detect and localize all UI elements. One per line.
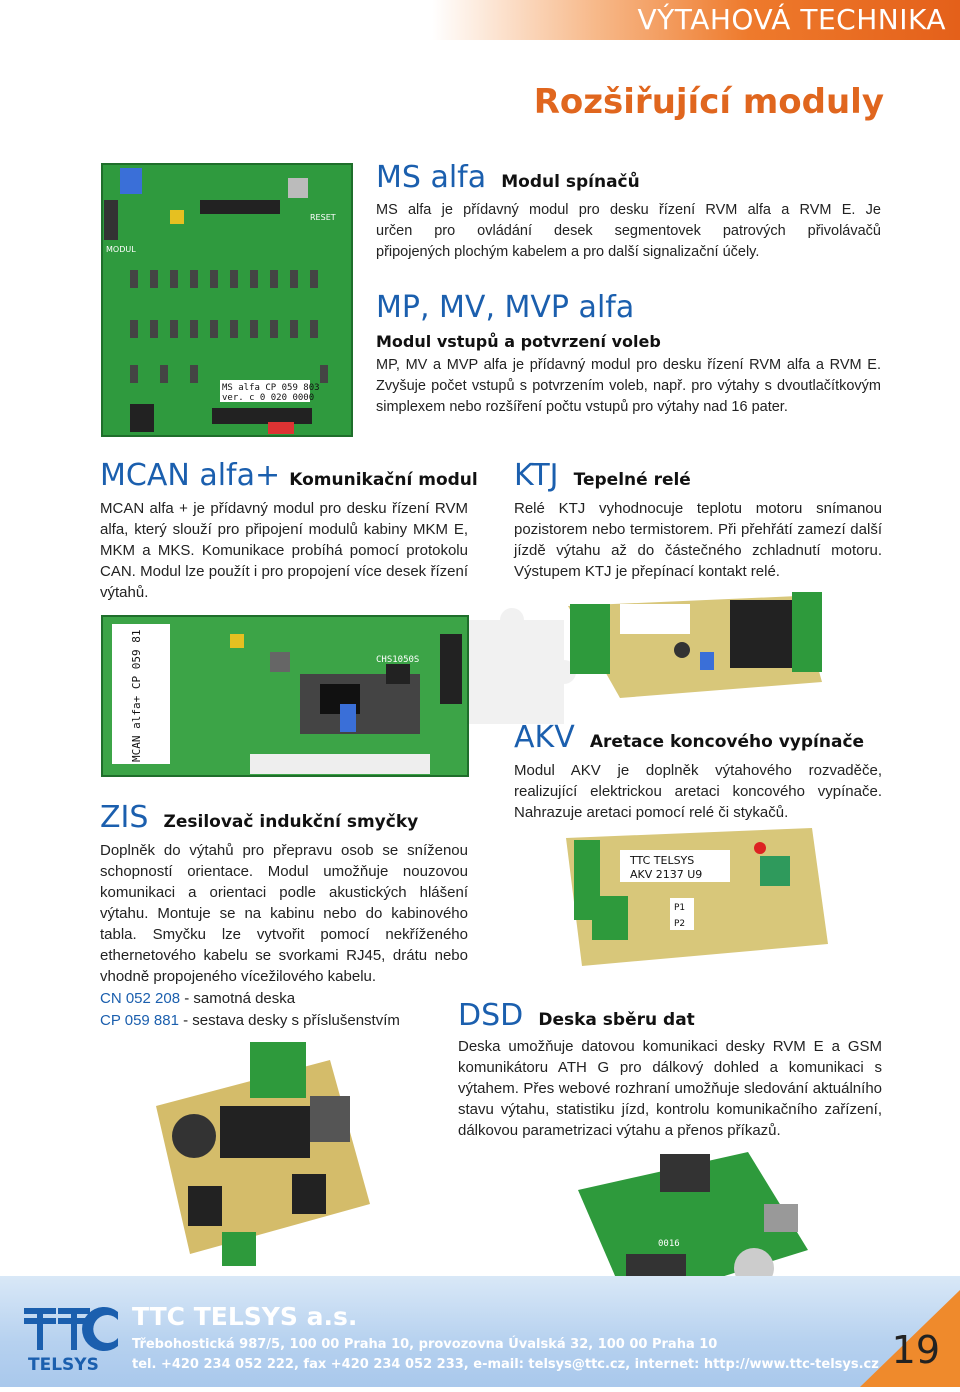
zis-code1: CN 052 208 [100, 990, 181, 1007]
ms-alfa-name: MS alfa [376, 160, 487, 195]
zis-code2: CP 059 881 [100, 1012, 179, 1029]
akv-brand-label: TTC TELSYS [630, 854, 695, 867]
zis-code2-text: - sestava desky s příslušenstvím [178, 1012, 400, 1029]
ms-board-label1: MS alfa CP 059 803 [222, 383, 320, 393]
dsd-text: Deska umožňuje datovou komunikaci desky RVM E a GSM komunikátoru ATH G pro dálkový dohled a komunikaci s výtahem. Přes webové rozhraní umožňuje sledování aktuálního stavu výtahu, statistiku jízd, kontrolu komunikačního zařízení, dálkovou parametrizaci výtahu a přenos příkazů. [458, 1038, 882, 1139]
ktj-name: KTJ [514, 458, 559, 493]
mcan-title [100, 458, 478, 493]
header-bar [0, 0, 960, 40]
header-title: VÝTAHOVÁ TECHNIKA [637, 3, 946, 36]
ms-alfa-title [376, 160, 640, 195]
zis-code1-line [100, 988, 468, 1009]
ms-alfa-line3: připojených plochým kabelem a pro další signalizační účely. [376, 244, 760, 260]
zis-code1-text: - samotná deska [180, 990, 296, 1007]
dsd-name: DSD [458, 998, 524, 1033]
zis-code2-line [100, 1010, 468, 1031]
zis-name: ZIS [100, 800, 149, 835]
ms-alfa-text [376, 200, 881, 263]
mcan-board-label: MCAN alfa+ CP 059 81 [130, 629, 143, 762]
mcan-name: MCAN alfa+ [100, 458, 281, 493]
ms-alfa-line1: MS alfa je přídavný modul pro desku řízení RVM alfa a RVM E. Je [376, 202, 881, 218]
footer-contact: tel. +420 234 052 222, fax +420 234 052 233, e-mail: telsys@ttc.cz, internet: http://www.ttc-telsys.cz [132, 1357, 879, 1372]
ms-board-modul: MODUL [106, 245, 136, 254]
akv-text: Modul AKV je doplněk výtahového rozvaděče, realizující elektrickou aretaci koncového vypínače. Nahrazuje aretaci pomocí relé či stykačů. [514, 762, 882, 821]
dsd-board-label: 0016 [658, 1239, 680, 1249]
ms-board-label2: ver. c 0 020 0000 [222, 393, 315, 403]
akv-photo [560, 826, 832, 970]
ktj-title [514, 458, 691, 493]
footer-logo [22, 1304, 122, 1374]
footer-company: TTC TELSYS a.s. [132, 1302, 358, 1331]
mcan-photo [100, 614, 470, 778]
footer-logo-bottom: TELSYS [28, 1355, 99, 1374]
ms-alfa-photo [100, 160, 354, 440]
akv-title [514, 720, 864, 755]
akv-name: AKV [514, 720, 575, 755]
ktj-subtitle: Tepelné relé [573, 470, 691, 490]
mp-alfa-subtitle: Modul vstupů a potvrzení voleb [376, 332, 661, 351]
akv-model-label: AKV 2137 U9 [630, 868, 703, 881]
mcan-subtitle: Komunikační modul [289, 470, 478, 490]
akv-p1-label: P1 [674, 903, 686, 913]
dsd-subtitle: Deska sběru dat [538, 1010, 695, 1030]
ms-alfa-line2: určen pro ovládání desek segmentovek patrových přivolávačů [376, 223, 881, 239]
zis-title [100, 800, 418, 835]
section-title: Rozšiřující moduly [533, 82, 884, 122]
page-number: 19 [891, 1328, 940, 1372]
dsd-title [458, 998, 695, 1033]
ms-board-reset: RESET [310, 213, 336, 222]
ktj-photo [560, 592, 826, 702]
akv-p2-label: P2 [674, 919, 686, 929]
zis-subtitle: Zesilovač indukční smyčky [163, 812, 419, 832]
mp-alfa-text: MP, MV a MVP alfa je přídavný modul pro desku řízení RVM alfa a RVM E. Zvyšuje počet vstupů s potvrzením voleb, např. pro výtahy s dvoutlačítkovým simplexem nebo rozšíření počtu vstupů pro výtahy nad 16 pater. [376, 357, 881, 415]
ms-alfa-subtitle: Modul spínačů [501, 172, 640, 192]
mcan-board-chip: CHS1050S [376, 655, 420, 665]
mcan-text: MCAN alfa + je přídavný modul pro desku řízení RVM alfa, který slouží pro připojení modulů kabiny MKM E, MKM a MKS. Komunikace probíhá pomocí protokolu CAN. Modul lze použít i pro propojení více desek řízení výtahů. [100, 500, 468, 601]
zis-photo [150, 1036, 376, 1272]
mp-alfa-title: MP, MV, MVP alfa [376, 290, 635, 325]
footer-address: Třebohostická 987/5, 100 00 Praha 10, provozovna Úvalská 32, 100 00 Praha 10 [132, 1337, 718, 1352]
zis-text: Doplněk do výtahů pro přepravu osob se sníženou schopností orientace. Modul umožňuje nouzovou komunikaci a orientaci podle akustických hlášení výtahu. Montuje se na kabinu nebo do kabinového tabla. Smyčku lze vytvořit pomocí nekříženého ethernetového kabelu se svorkami RJ45, drátu nebo vhodně propojeného vícežilového kabelu. [100, 842, 468, 985]
ktj-text: Relé KTJ vyhodnocuje teplotu motoru snímanou pozistorem nebo termistorem. Při přehřátí zamezí další jízdě výtahu až do částečného zchladnutí motoru. Výstupem KTJ je přepínací kontakt relé. [514, 500, 882, 580]
akv-subtitle: Aretace koncového vypínače [589, 732, 865, 752]
